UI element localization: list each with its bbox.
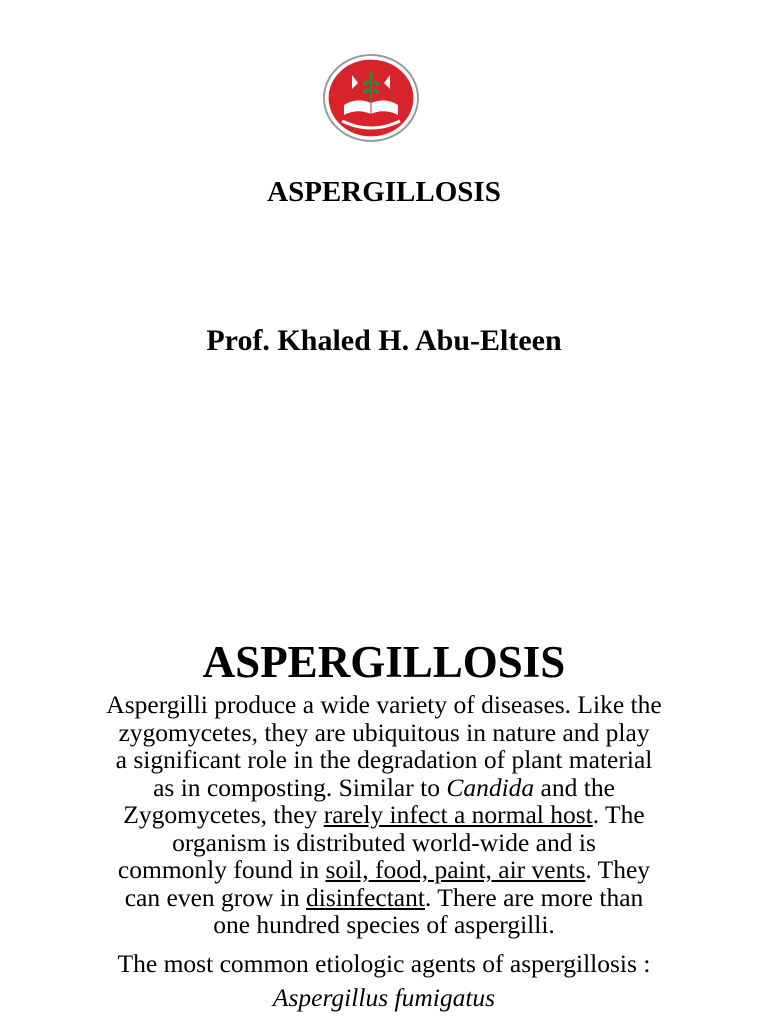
underlined-phrase: rarely infect a normal host [323,800,593,829]
paragraph-line: one hundred species of aspergilli. [213,910,555,939]
slide-heading: ASPERGILLOSIS [202,637,566,687]
text-run: and the [534,772,615,802]
paragraph-line: zygomycetes, they are ubiquitous in nature and play [118,717,650,747]
text-run: can even grow in [124,882,306,912]
paragraph-line: Aspergilli produce a wide variety of diseases. Like the [106,690,662,719]
paragraph-line: a significant role in the degradation of plant material [115,745,653,774]
candida-italic: Candida [446,772,535,802]
text-run: . They [585,855,651,884]
author-name: Prof. Khaled H. Abu-Elteen [206,324,562,357]
intro-paragraph [40,691,728,939]
underlined-phrase: disinfectant [306,882,425,912]
text-run: . The [592,800,645,829]
text-run: Zygomycetes, they [123,800,324,829]
agents-intro: The most common etiologic agents of aspergillosis : [117,949,651,978]
paragraph-line: organism is distributed world-wide and is [172,827,596,857]
text-run: . There are more than [424,882,644,912]
university-logo [322,53,420,143]
text-run: as in composting. Similar to [153,772,447,802]
text-run: commonly found in [117,855,326,884]
paragraph-line [40,801,728,829]
paragraph-line [40,856,728,884]
paragraph-line [40,884,728,912]
species-name: Aspergillus fumigatus [272,983,496,1012]
underlined-phrase: soil, food, paint, air vents [325,855,586,884]
paragraph-line [40,774,728,802]
cover-title: ASPERGILLOSIS [267,176,501,208]
university-seal-icon [322,53,420,143]
